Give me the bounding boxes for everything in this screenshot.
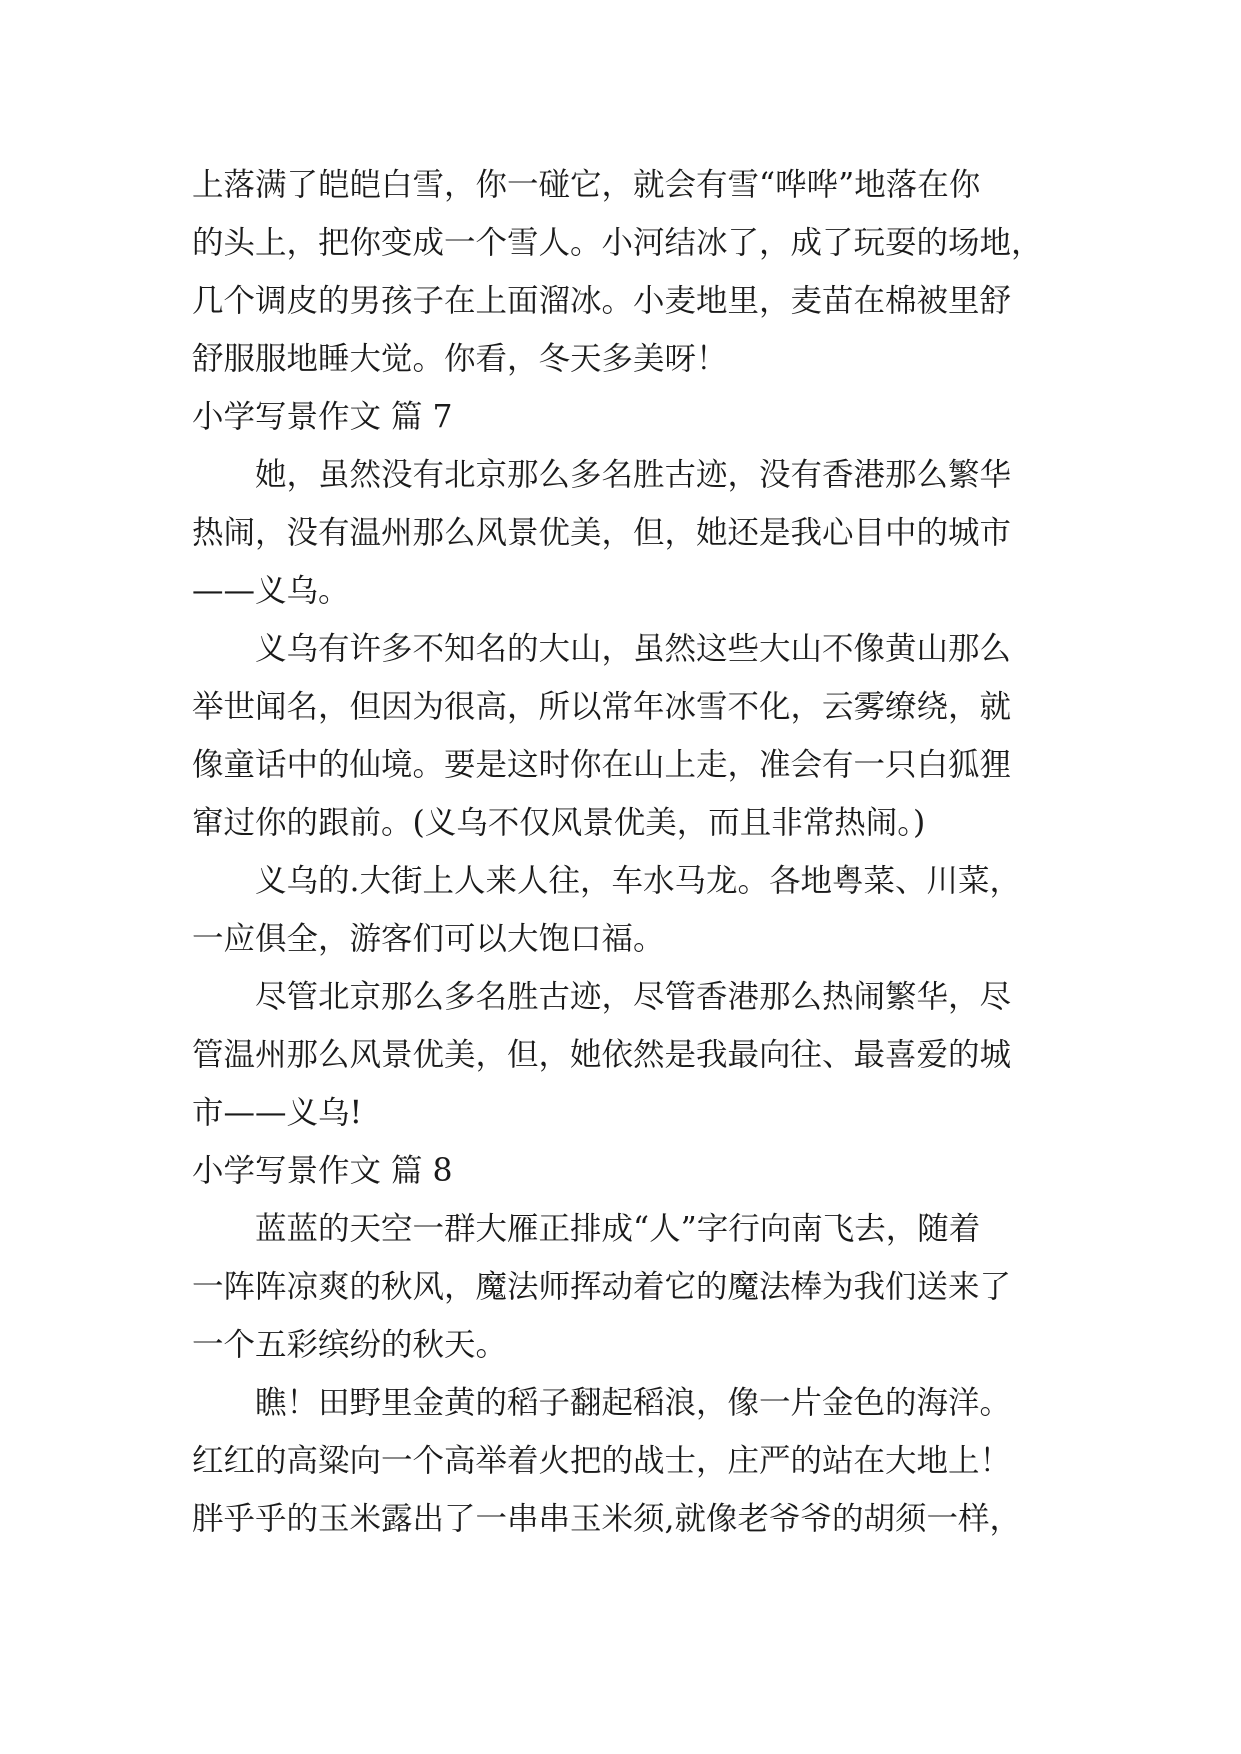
paragraph bbox=[192, 968, 1072, 1142]
text-line: 瞧！田野里金黄的稻子翻起稻浪，像一片金色的海洋。 bbox=[255, 1385, 1012, 1421]
text-line: 的头上，把你变成一个雪人。小河结冰了，成了玩耍的场地， bbox=[192, 225, 1043, 261]
text-line: 她，虽然没有北京那么多名胜古迹，没有香港那么繁华 bbox=[255, 457, 1012, 493]
text-line: 像童话中的仙境。要是这时你在山上走，准会有一只白狐狸 bbox=[192, 747, 1012, 783]
text-line: 红红的高粱向一个高举着火把的战士，庄严的站在大地上！ bbox=[192, 1443, 1012, 1479]
text-line: 尽管北京那么多名胜古迹，尽管香港那么热闹繁华，尽 bbox=[255, 979, 1012, 1015]
document-body bbox=[192, 156, 1072, 1548]
text-line: 举世闻名，但因为很高，所以常年冰雪不化，云雾缭绕，就 bbox=[192, 689, 1012, 725]
essay-heading-7: 小学写景作文 篇 7 bbox=[192, 399, 453, 435]
text-line: 管温州那么风景优美，但，她依然是我最向往、最喜爱的城 bbox=[192, 1037, 1012, 1073]
text-line: 一阵阵凉爽的秋风，魔法师挥动着它的魔法棒为我们送来了 bbox=[192, 1269, 1012, 1305]
paragraph-continued-winter bbox=[192, 156, 1072, 388]
paragraph bbox=[192, 446, 1072, 620]
text-line: 义乌的.大街上人来人往，车水马龙。各地粤菜、川菜， bbox=[255, 863, 1022, 899]
text-line: 窜过你的跟前。(义乌不仅风景优美，而且非常热闹。) bbox=[192, 805, 926, 841]
text-line: 一个五彩缤纷的秋天。 bbox=[192, 1327, 508, 1363]
text-line: 热闹，没有温州那么风景优美，但，她还是我心目中的城市 bbox=[192, 515, 1012, 551]
paragraph bbox=[192, 1374, 1072, 1548]
paragraph bbox=[192, 1200, 1072, 1374]
paragraph bbox=[192, 852, 1072, 968]
text-line: 上落满了皑皑白雪，你一碰它，就会有雪“哗哗”地落在你 bbox=[192, 167, 981, 203]
text-line: 一应俱全，游客们可以大饱口福。 bbox=[192, 921, 665, 957]
essay-heading-8: 小学写景作文 篇 8 bbox=[192, 1153, 453, 1189]
text-line: 义乌有许多不知名的大山，虽然这些大山不像黄山那么 bbox=[255, 631, 1012, 667]
text-line: 几个调皮的男孩子在上面溜冰。小麦地里，麦苗在棉被里舒 bbox=[192, 283, 1012, 319]
text-line: 蓝蓝的天空一群大雁正排成“人”字行向南飞去，随着 bbox=[255, 1211, 981, 1247]
text-line: ——义乌。 bbox=[192, 573, 350, 609]
text-line: 舒服服地睡大觉。你看，冬天多美呀！ bbox=[192, 341, 728, 377]
text-line: 市——义乌! bbox=[192, 1095, 363, 1131]
text-line: 胖乎乎的玉米露出了一串串玉米须,就像老爷爷的胡须一样， bbox=[192, 1501, 1022, 1537]
paragraph bbox=[192, 620, 1072, 852]
